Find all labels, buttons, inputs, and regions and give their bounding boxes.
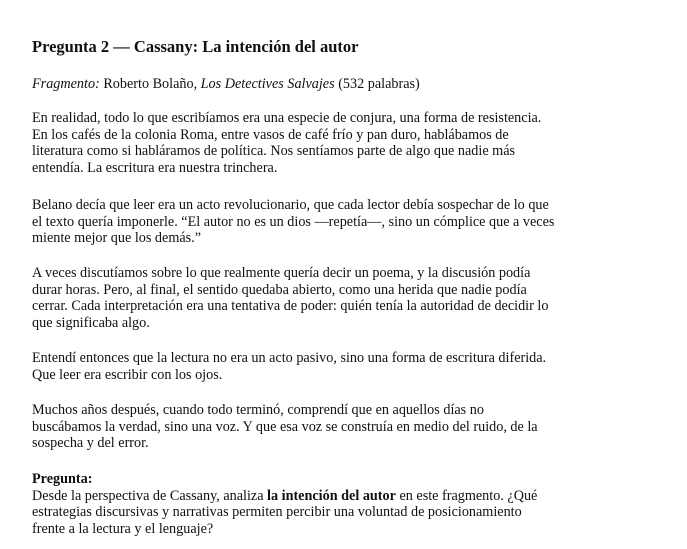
- paragraph-line: Muchos años después, cuando todo terminó, comprendí que en aquellos días no: [32, 402, 484, 418]
- fragment-source: [32, 76, 420, 93]
- fragment-word-count: (532 palabras): [338, 76, 420, 92]
- question-text: Desde la perspectiva de Cassany, analiza: [32, 487, 268, 504]
- paragraph-3: [32, 265, 548, 331]
- paragraph-line: cerrar. Cada interpretación era una tentativa de poder: quién tenía la autoridad de decidir lo: [32, 298, 549, 314]
- paragraph-line: entendía. La escritura era nuestra trinchera.: [32, 159, 278, 176]
- paragraph-line: A veces discutíamos sobre lo que realmente quería decir un poema, y la discusión podía: [32, 265, 531, 281]
- question-block: [32, 471, 537, 537]
- paragraph-line: el texto quería imponerle. “El autor no es un dios —repetía—, sino un cómplice que a veces: [32, 213, 555, 230]
- paragraph-line: durar horas. Pero, al final, el sentido quedaba abierto, como una herida que nadie podía: [32, 281, 527, 298]
- paragraph-line: En realidad, todo lo que escribíamos era una especie de conjura, una forma de resistencia.: [32, 110, 542, 126]
- paragraph-line: literatura como si habláramos de política. Nos sentíamos parte de algo que nadie más: [32, 143, 516, 159]
- paragraph-line: miente mejor que los demás.”: [32, 230, 202, 246]
- question-emphasis: la intención del autor: [267, 487, 396, 504]
- question-line-1: [32, 488, 537, 505]
- question-title: Pregunta 2 — Cassany: La intención del autor: [32, 37, 359, 56]
- paragraph-line: que significaba algo.: [32, 314, 150, 331]
- paragraph-line: En los cafés de la colonia Roma, entre vasos de café frío y pan duro, hablábamos de: [32, 126, 509, 143]
- fragment-label: Fragmento:: [32, 76, 100, 92]
- paragraph-2: [32, 197, 554, 247]
- paragraph-line: Que leer era escribir con los ojos.: [32, 366, 223, 383]
- paragraph-line: sospecha y del error.: [32, 435, 149, 451]
- question-line-2: estrategias discursivas y narrativas permiten percibir una voluntad de posicionamiento: [32, 504, 522, 520]
- paragraph-line: Entendí entonces que la lectura no era un acto pasivo, sino una forma de escritura diferida.: [32, 350, 547, 366]
- fragment-book-title: Los Detectives Salvajes: [200, 76, 335, 92]
- paragraph-line: Belano decía que leer era un acto revolucionario, que cada lector debía sospechar de lo que: [32, 197, 549, 213]
- paragraph-line: buscábamos la verdad, sino una voz. Y que esa voz se construía en medio del ruido, de la: [32, 418, 538, 435]
- question-label: Pregunta:: [32, 471, 93, 487]
- fragment-author: Roberto Bolaño,: [103, 76, 198, 92]
- paragraph-1: [32, 110, 541, 176]
- question-text: en este fragmento. ¿Qué: [395, 487, 538, 504]
- paragraph-4: [32, 350, 546, 383]
- question-line-3: frente a la lectura y el lenguaje?: [32, 520, 214, 537]
- paragraph-5: [32, 402, 538, 452]
